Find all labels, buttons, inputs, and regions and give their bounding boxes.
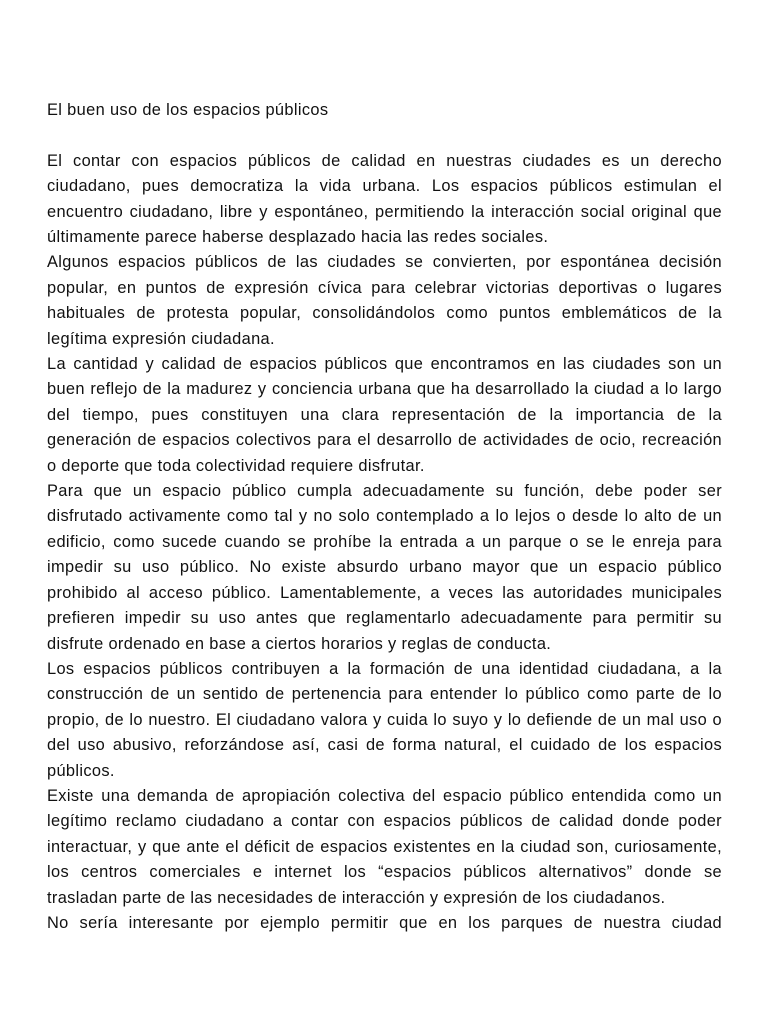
paragraph-2: Algunos espacios públicos de las ciudades se convierten, por espontánea decisión popular, en puntos de expresión cívica para celebrar victorias deportivas o lugares habituales de protesta popular, consolidándolos como puntos emblemáticos de la legítima expresión ciudadana. [47, 253, 722, 348]
paragraph-5: Los espacios públicos contribuyen a la formación de una identidad ciudadana, a la construcción de un sentido de pertenencia para entender lo público como parte de lo propio, de lo nuestro. El ciudadano valora y cuida lo suyo y lo defiende de un mal uso o del uso abusivo, reforzándose así, casi de forma natural, el cuidado de los espacios públicos. [47, 659, 722, 780]
document-title: El buen uso de los espacios públicos [47, 101, 329, 119]
document-body [47, 98, 722, 936]
paragraph-1: El contar con espacios públicos de calidad en nuestras ciudades es un derecho ciudadano, pues democratiza la vida urbana. Los espacios públicos estimulan el encuentro ciudadano, libre y espontáneo, permitiendo la interacción social original que últimamente parece haberse desplazado hacia las redes sociales. [47, 151, 722, 247]
paragraph-7: No sería interesante por ejemplo permitir que en los parques de nuestra ciudad [47, 913, 722, 932]
paragraph-3: La cantidad y calidad de espacios públicos que encontramos en las ciudades son un buen reflejo de la madurez y conciencia urbana que ha desarrollado la ciudad a lo largo del tiempo, pues constituyen una clara representación de la importancia de la generación de espacios colectivos para el desarrollo de actividades de ocio, recreación o deporte que toda colectividad requiere disfrutar. [47, 355, 722, 475]
paragraph-4: Para que un espacio público cumpla adecuadamente su función, debe poder ser disfrutado activamente como tal y no solo contemplado a lo lejos o desde lo alto de un edificio, como sucede cuando se prohíbe la entrada a un parque o se le enreja para impedir su uso público. No existe absurdo urbano mayor que un espacio público prohibido al acceso público. Lamentablemente, a veces las autoridades municipales prefieren impedir su uso antes que reglamentarlo adecuadamente para permitir su disfrute ordenado en base a ciertos horarios y reglas de conducta. [47, 482, 722, 653]
paragraph-6: Existe una demanda de apropiación colectiva del espacio público entendida como un legítimo reclamo ciudadano a contar con espacios públicos de calidad donde poder interactuar, y que ante el déficit de espacios existentes en la ciudad son, curiosamente, los centros comerciales e internet los “espacios públicos alternativos” donde se trasladan parte de las necesidades de interacción y expresión de los ciudadanos. [47, 786, 722, 907]
